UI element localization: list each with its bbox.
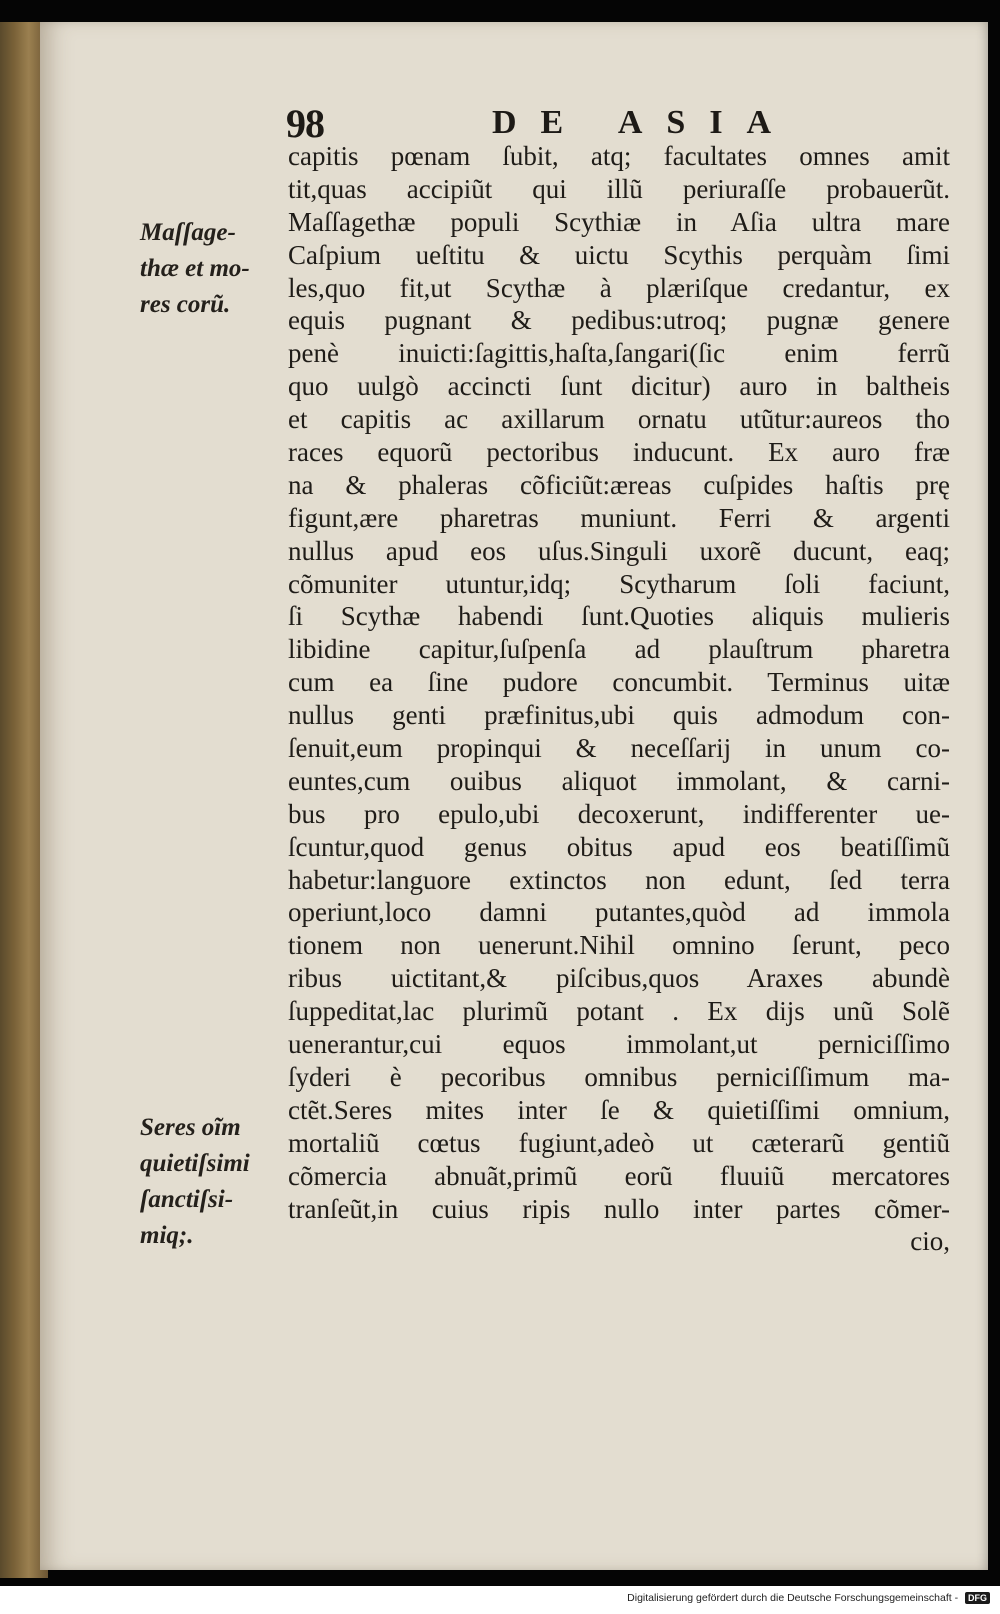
text-line: libidine capitur,ſuſpenſa ad plauſtrum pharetra: [288, 634, 950, 665]
text-line-catchword: cio,: [910, 1226, 950, 1257]
page-number: 98: [286, 101, 324, 146]
text-line: figunt,ære pharetras muniunt. Ferri & argenti: [288, 502, 950, 533]
text-line: cõmercia abnuãt,primũ eorũ fluuiũ mercatores: [288, 1160, 950, 1191]
text-line: tit,quas accipiũt qui illũ periuraſſe probauerũt.: [288, 173, 950, 204]
text-line: operiunt,loco damni putantes,quòd ad immola: [288, 897, 950, 928]
marginal-note-line: Maſſage-: [140, 219, 236, 246]
text-line: bus pro epulo,ubi decoxerunt, indifferenter ue-: [288, 798, 950, 829]
dfg-logo-icon: DFG: [965, 1592, 990, 1604]
marginal-note-line: miq;.: [140, 1222, 194, 1249]
text-line: capitis pœnam ſubit, atq; facultates omnes amit: [288, 141, 950, 171]
marginal-note-line: Seres oĩm: [140, 1114, 241, 1141]
text-line: ſuppeditat,lac plurimũ potant . Ex dijs unũ Solẽ: [288, 996, 950, 1027]
text-line: les,quo fit,ut Scythæ à plæriſque credantur, ex: [288, 272, 950, 303]
text-line: quo uulgò accincti ſunt dicitur) auro in baltheis: [288, 371, 950, 402]
marginal-note-seres: [140, 1110, 250, 1254]
digitization-credit: [627, 1592, 990, 1604]
text-line: ctẽt.Seres mites inter ſe & quietiſſimi omnium,: [288, 1094, 950, 1125]
text-line: ſcuntur,quod genus obitus apud eos beatiſſimũ: [288, 831, 950, 862]
text-line: et capitis ac axillarum ornatu utũtur:aureos tho: [288, 404, 950, 435]
text-line: ſenuit,eum propinqui & neceſſarij in unum co-: [288, 733, 950, 764]
text-line: tionem non uenerunt.Nihil omnino ſerunt, peco: [288, 930, 950, 961]
text-line: races equorũ pectoribus inducunt. Ex auro fræ: [288, 437, 950, 468]
text-line: mortaliũ cœtus fugiunt,adeò ut cæterarũ gentiũ: [288, 1127, 950, 1158]
text-line: ſi Scythæ habendi ſunt.Quoties aliquis mulieris: [288, 601, 950, 632]
text-line: ſyderi è pecoribus omnibus perniciſſimum ma-: [288, 1061, 950, 1092]
text-line: cõmuniter utuntur,idq; Scytharum ſoli faciunt,: [288, 568, 950, 599]
marginal-note-massagetae: [140, 215, 250, 323]
text-line: habetur:languore extinctos non edunt, ſed terra: [288, 864, 950, 895]
text-line: tranſeũt,in cuius ripis nullo inter partes cõmer-: [288, 1193, 950, 1224]
text-line: uenerantur,cui equos immolant,ut perniciſſimo: [288, 1029, 950, 1060]
text-line: euntes,cum ouibus aliquot immolant, & carni-: [288, 765, 950, 796]
main-text-block: [288, 140, 950, 1258]
text-line: na & phaleras cõficiũt:æreas cuſpides haſtis prę: [288, 469, 950, 500]
credit-text: Digitalisierung gefördert durch die Deutsche Forschungsgemeinschaft -: [627, 1592, 959, 1604]
text-line: nullus apud eos uſus.Singuli uxorẽ ducunt, eaq;: [288, 535, 950, 566]
text-line: nullus genti præfinitus,ubi quis admodum con-: [288, 700, 950, 731]
text-line: equis pugnant & pedibus:utroq; pugnæ genere: [288, 305, 950, 336]
marginal-note-line: quietiſsimi: [140, 1150, 250, 1177]
text-line: Caſpium ueſtitu & uictu Scythis perquàm ſimi: [288, 239, 950, 270]
marginal-note-line: thæ et mo-: [140, 255, 250, 282]
text-line: penè inuicti:ſagittis,haſta,ſangari(ſic enim ferrũ: [288, 338, 950, 369]
marginal-note-line: res corũ.: [140, 291, 231, 318]
text-line: ribus uictitant,& piſcibus,quos Araxes abundè: [288, 963, 950, 994]
text-line: Maſſagethæ populi Scythiæ in Aſia ultra mare: [288, 206, 950, 237]
marginal-note-line: ſanctiſsi-: [140, 1186, 234, 1213]
text-line: cum ea ſine pudore concumbit. Terminus uitæ: [288, 667, 950, 698]
running-head: DE ASIA: [492, 104, 796, 141]
